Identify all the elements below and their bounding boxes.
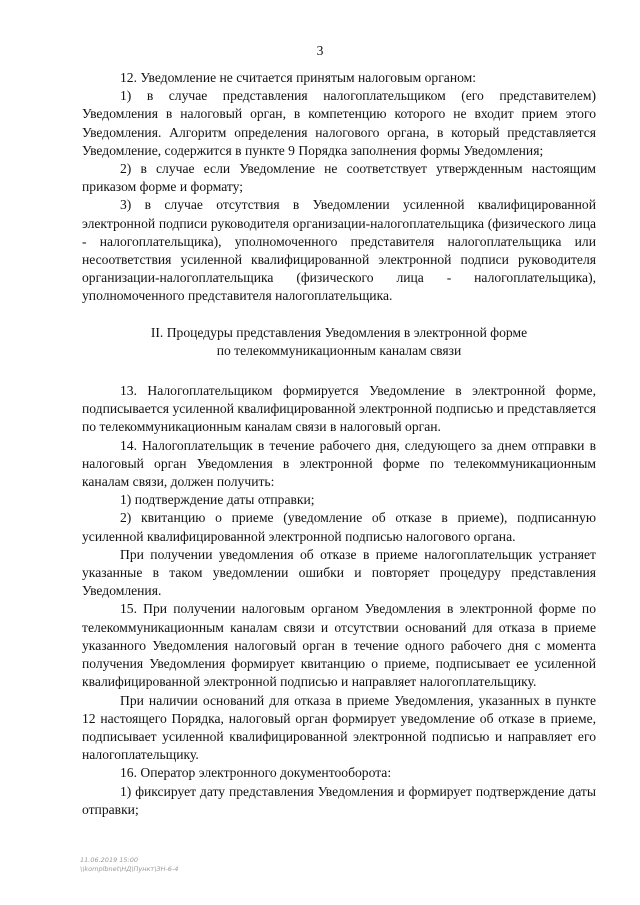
paragraph-12-item-2: 2) в случае если Уведомление не соответствует утвержденным настоящим приказом форме и формату;: [82, 161, 596, 195]
paragraph-12-item-1: 1) в случае представления налогоплательщиком (его представителем) Уведомления в налоговый орган, в компетенцию которого не входит прием этого Уведомления. Алгоритм определения налогового органа, в который представляется Уведомление, содержится в пункте 9 Порядка заполнения формы Уведомления;: [82, 88, 596, 158]
paragraph-16: 16. Оператор электронного документооборота:: [120, 765, 392, 781]
paragraph-14-item-2: 2) квитанцию о приеме (уведомление об отказе в приеме), подписанную усиленной квалифицированной электронной подписью налогового органа.: [82, 510, 596, 544]
footer-file-path: \\komplbnet\НД\Пункт\ЗН-6-4: [80, 865, 179, 873]
section-heading-line-2: по телекоммуникационным каналам связи: [216, 342, 462, 358]
paragraph-13: 13. Налогоплательщиком формируется Уведомление в электронной форме, подписывается усиленной квалифицированной электронной подписью и представляется по телекоммуникационным каналам связи в налоговый орган.: [82, 383, 596, 435]
paragraph-14-item-1: 1) подтверждение даты отправки;: [120, 492, 315, 508]
paragraph-14: 14. Налогоплательщик в течение рабочего дня, следующего за днем отправки в налоговый орган Уведомления в электронной форме по телекоммуникационным каналам связи, должен получить:: [82, 437, 596, 490]
paragraph-14-note: При получении уведомления об отказе в приеме налогоплательщик устраняет указанные в таком уведомлении ошибки и повторяет процедуру представления Уведомления.: [82, 546, 596, 599]
file-footer: [80, 856, 178, 874]
footer-timestamp: 11.06.2019 15:00: [80, 856, 139, 864]
document-body: [82, 69, 596, 819]
paragraph-15: 15. При получении налоговым органом Уведомления в электронной форме по телекоммуникационным каналам связи и отсутствии оснований для отказа в приеме указанного Уведомления налоговый орган в течение одного рабочего дня с момента получения Уведомления формирует квитанцию о приеме, подписывает ее усиленной квалифицированной электронной подписью и направляет налогоплательщику.: [82, 601, 596, 690]
section-heading: [82, 324, 596, 360]
paragraph-12: 12. Уведомление не считается принятым налоговым органом:: [120, 70, 477, 85]
paragraph-15-note: При наличии оснований для отказа в приеме Уведомления, указанных в пункте 12 настоящего Порядка, налоговый орган формирует уведомление об отказе в приеме, подписывает усиленной квалифицированной электронной подписью и направляет его налогоплательщику.: [82, 692, 596, 763]
page-number: 3: [316, 43, 324, 58]
section-heading-line-1: II. Процедуры представления Уведомления в электронной форме: [150, 324, 528, 340]
paragraph-16-item-1: 1) фиксирует дату представления Уведомления и формирует подтверждение даты отправки;: [82, 783, 596, 817]
paragraph-12-item-3: 3) в случае отсутствия в Уведомлении усиленной квалифицированной электронной подписи руководителя организации-налогоплательщика (физического лица - налогоплательщика), уполномоченного представителя налогоплательщика или несоответствия усиленной квалифицированной электронной подписи руководителя организации-налогоплательщика (физического лица - налогоплательщика), уполномоченного представителя налогоплательщика.: [82, 197, 596, 304]
